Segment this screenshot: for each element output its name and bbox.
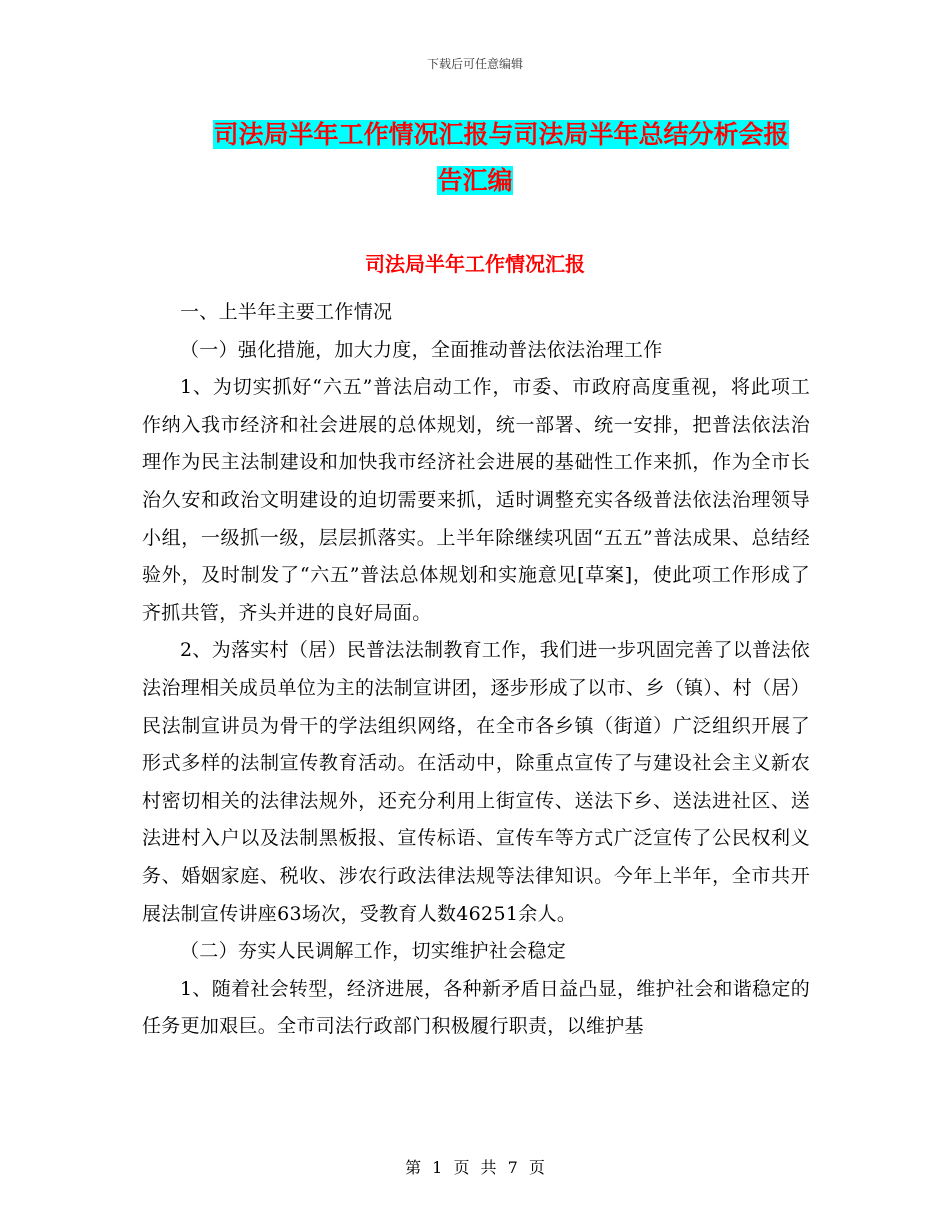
document-title-line2: 告汇编 xyxy=(437,166,513,195)
paragraph-subheading-1: （一）强化措施，加大力度，全面推动普法依法治理工作 xyxy=(180,338,663,361)
paragraph-3: 1、随着社会转型，经济进展，各种新矛盾日益凸显，维护社会和谐稳定的任务更加艰巨。全市司法行政部门积极履行职责，以维护基 xyxy=(142,977,810,1038)
page-number: 第 1 页 共 7 页 xyxy=(405,1158,545,1177)
section-title: 司法局半年工作情况汇报 xyxy=(365,252,585,276)
paragraph-2: 2、为落实村（居）民普法法制教育工作，我们进一步巩固完善了以普法依法治理相关成员单位为主的法制宣讲团，逐步形成了以市、乡（镇）、村（居）民法制宣讲员为骨干的学法组织网络，在全市各乡镇（街道）广泛组织开展了形式多样的法制宣传教育活动。在活动中，除重点宣传了与建设社会主义新农村密切相关的法律法规外，还充分利用上街宣传、送法下乡、送法进社区、送法进村入户以及法制黑板报、宣传标语、宣传车等方式广泛宣传了公民权利义务、婚姻家庭、税收、涉农行政法律法规等法律知识。今年上半年，全市共开展法制宣传讲座63场次，受教育人数46251余人。 xyxy=(142,639,810,925)
paragraph-1: 1、为切实抓好“六五”普法启动工作，市委、市政府高度重视，将此项工作纳入我市经济和社会进展的总体规划，统一部署、统一安排，把普法依法治理作为民主法制建设和加快我市经济社会进展的基础性工作来抓，作为全市长治久安和政治文明建设的迫切需要来抓，适时调整充实各级普法依法治理领导小组，一级抓一级，层层抓落实。上半年除继续巩固“五五”普法成果、总结经验外，及时制发了“六五”普法总体规划和实施意见[草案]，使此项工作形成了齐抓共管，齐头并进的良好局面。 xyxy=(142,376,810,624)
document-title xyxy=(0,112,950,204)
paragraph-subheading-2: （二）夯实人民调解工作，切实维护社会稳定 xyxy=(180,940,567,963)
header-note: 下载后可任意编辑 xyxy=(426,57,523,71)
document-title-line1: 司法局半年工作情况汇报与司法局半年总结分析会报 xyxy=(213,120,789,149)
document-body xyxy=(142,294,810,1046)
paragraph-heading-1: 一、上半年主要工作情况 xyxy=(180,301,393,323)
